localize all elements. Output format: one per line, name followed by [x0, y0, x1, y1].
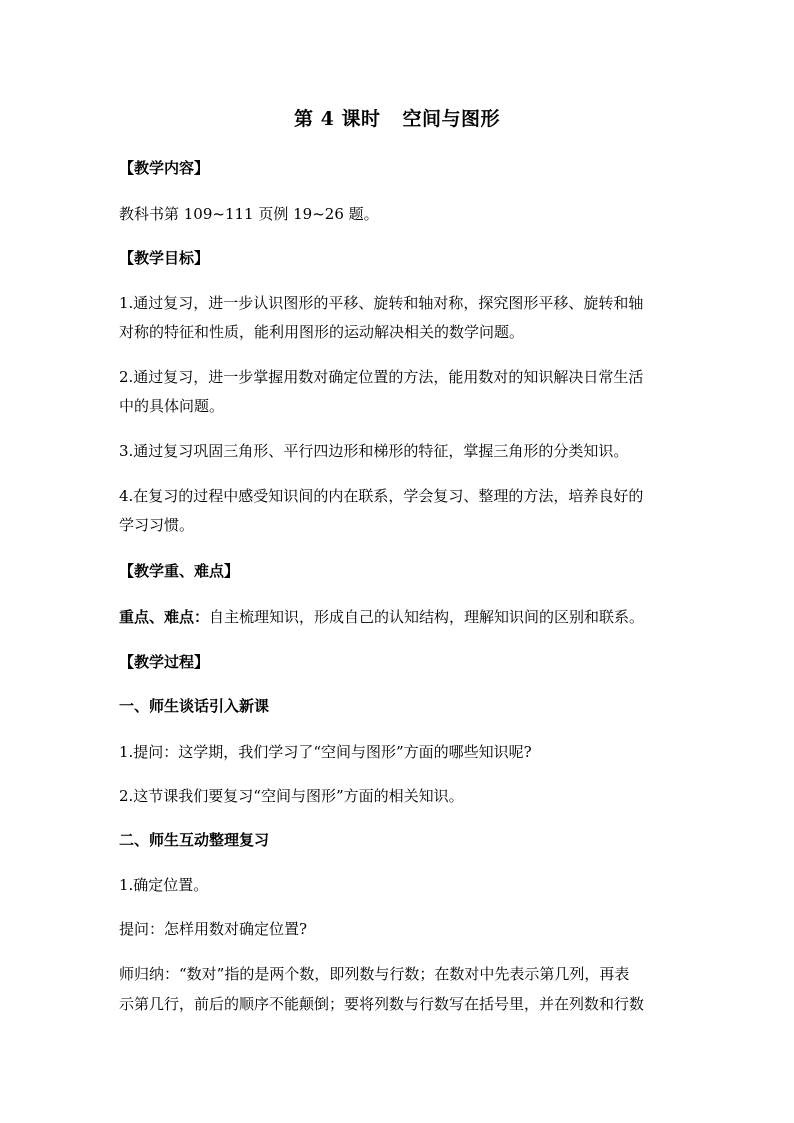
section-heading-content: 【教学内容】 [119, 159, 210, 177]
part-2-item-1: 1.确定位置。 [119, 876, 209, 894]
goal-2-line-1: 2.通过复习，进一步掌握用数对确定位置的方法，能用数对的知识解决日常生活 [119, 368, 644, 386]
key-points-body: 自主梳理知识，形成自己的认知结构，理解知识间的区别和联系。 [209, 608, 645, 626]
goal-4-line-2: 学习习惯。 [119, 516, 195, 534]
lesson-number: 第 4 课时 [294, 108, 381, 130]
page-title [0, 104, 794, 131]
part-1-item-2: 2.这节课我们要复习“空间与图形”方面的相关知识。 [119, 787, 464, 805]
section-heading-key-points: 【教学重、难点】 [119, 562, 240, 580]
part-2-summary-line-1: 师归纳：“数对”指的是两个数，即列数与行数；在数对中先表示第几列，再表 [119, 965, 630, 983]
content-text: 教科书第 109~111 页例 19~26 题。 [119, 205, 379, 223]
section-heading-process: 【教学过程】 [119, 653, 210, 671]
part-1-heading: 一、师生谈话引入新课 [119, 697, 270, 715]
goal-3-line-1: 3.通过复习巩固三角形、平行四边形和梯形的特征，掌握三角形的分类知识。 [119, 442, 629, 460]
goal-2-line-2: 中的具体问题。 [119, 397, 225, 415]
part-2-question: 提问：怎样用数对确定位置? [119, 920, 308, 938]
key-points-text [119, 604, 679, 630]
key-points-label: 重点、难点： [119, 608, 210, 626]
part-2-heading: 二、师生互动整理复习 [119, 831, 270, 849]
lesson-topic: 空间与图形 [402, 108, 500, 130]
part-1-item-1: 1.提问：这学期，我们学习了“空间与图形”方面的哪些知识呢? [119, 743, 532, 761]
section-heading-goals: 【教学目标】 [119, 249, 210, 267]
goal-4-line-1: 4.在复习的过程中感受知识间的内在联系，学会复习、整理的方法，培养良好的 [119, 487, 644, 505]
part-2-summary-line-2: 示第几行，前后的顺序不能颠倒；要将列数与行数写在括号里，并在列数和行数 [119, 995, 645, 1013]
goal-1-line-2: 对称的特征和性质，能利用图形的运动解决相关的数学问题。 [119, 323, 525, 341]
goal-1-line-1: 1.通过复习，进一步认识图形的平移、旋转和轴对称，探究图形平移、旋转和轴 [119, 294, 644, 312]
